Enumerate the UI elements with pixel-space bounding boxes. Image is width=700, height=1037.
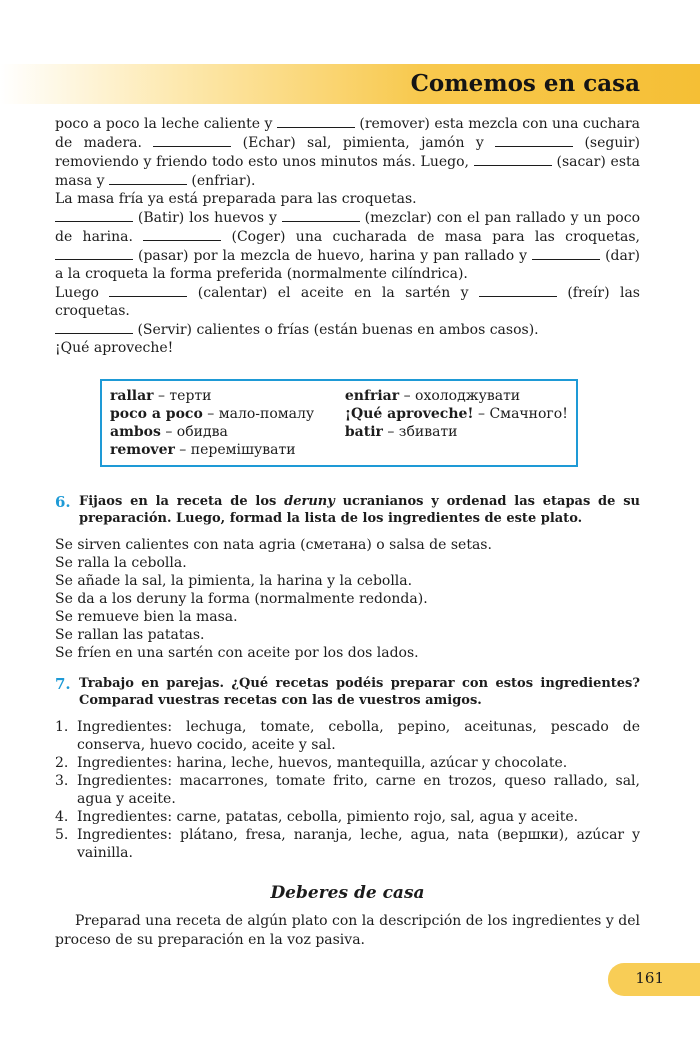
task-number: 6. bbox=[55, 493, 71, 511]
text: deruny bbox=[284, 494, 335, 509]
item-number: 5. bbox=[55, 827, 69, 843]
homework-title: Deberes de casa bbox=[270, 883, 425, 903]
item-number: 4. bbox=[55, 809, 69, 825]
list-item bbox=[55, 808, 640, 826]
vocab-term: remover bbox=[110, 442, 175, 458]
vocab-definition: – Смачного! bbox=[473, 406, 568, 422]
text: ucranianos y ordenad las etapas de su preparación. Luego, formad la lista de los ingredientes de este plato. bbox=[79, 494, 640, 526]
page-number: 161 bbox=[635, 969, 664, 987]
vocab-entry bbox=[110, 387, 345, 405]
text: (freír) las croquetas. bbox=[55, 285, 640, 319]
list-item bbox=[55, 754, 640, 772]
vocab-entry bbox=[110, 423, 345, 441]
fill-blank[interactable] bbox=[55, 208, 133, 222]
text: (dar) a la croqueta la forma preferida (normalmente cilíndrica). bbox=[55, 248, 641, 282]
vocab-entry bbox=[345, 387, 568, 405]
item-number: 2. bbox=[55, 755, 69, 771]
text: Fijaos en la receta de los bbox=[79, 494, 285, 509]
item-text: Ingredientes: carne, patatas, cebolla, pimiento rojo, sal, agua y aceite. bbox=[77, 809, 579, 825]
task-7-list bbox=[55, 718, 640, 862]
vocab-entry bbox=[345, 405, 568, 423]
vocab-term: poco a poco bbox=[110, 406, 203, 422]
recipe-paragraph-2: La masa fría ya está preparada para las croquetas. bbox=[55, 191, 417, 207]
item-number: 3. bbox=[55, 773, 69, 789]
item-text: Ingredientes: macarrones, tomate frito, carne en trozos, queso rallado, sal, agua y aceite. bbox=[77, 773, 640, 807]
vocab-term: batir bbox=[344, 424, 383, 440]
fill-blank[interactable] bbox=[282, 208, 360, 222]
list-item: Se añade la sal, la pimienta, la harina y la cebolla. bbox=[55, 573, 413, 589]
text: (Batir) los huevos y bbox=[133, 210, 282, 226]
vocab-definition: – перемішувати bbox=[174, 442, 296, 458]
fill-blank[interactable] bbox=[474, 152, 552, 166]
fill-blank[interactable] bbox=[479, 283, 557, 297]
item-number: 1. bbox=[55, 719, 69, 735]
vocabulary-box bbox=[100, 379, 578, 467]
vocab-entry bbox=[110, 441, 345, 459]
vocab-definition: – терти bbox=[153, 388, 212, 404]
text: (mezclar) con el pan rallado y un poco de harina. bbox=[55, 210, 640, 245]
text: (seguir) removiendo y friendo todo esto unos minutos más. Luego, bbox=[55, 135, 640, 170]
task-6-lines bbox=[55, 536, 640, 662]
text: (Echar) sal, pimienta, jamón y bbox=[231, 135, 496, 151]
list-item: Se ralla la cebolla. bbox=[55, 555, 187, 571]
page-title: Comemos en casa bbox=[410, 70, 640, 97]
item-text: Ingredientes: harina, leche, huevos, mantequilla, azúcar y chocolate. bbox=[77, 755, 568, 771]
vocab-entry bbox=[110, 405, 345, 423]
fill-blank[interactable] bbox=[55, 246, 133, 260]
vocab-definition: – охолоджувати bbox=[399, 388, 521, 404]
fill-blank[interactable] bbox=[277, 114, 355, 128]
text: (remover) esta mezcla con una cuchara de madera. bbox=[55, 116, 640, 151]
list-item: Se sirven calientes con nata agria (сметана) o salsa de setas. bbox=[55, 537, 492, 553]
item-text: Ingredientes: plátano, fresa, naranja, leche, agua, nata (вершки), azúcar y vainilla. bbox=[77, 827, 640, 861]
list-item bbox=[55, 718, 640, 754]
recipe-paragraph-3 bbox=[55, 208, 640, 283]
task-instruction: Trabajo en parejas. ¿Qué recetas podéis preparar con estos ingredientes? Comparad vuestras recetas con las de vuestros amigos. bbox=[79, 676, 640, 708]
vocab-term: enfriar bbox=[344, 388, 400, 404]
list-item: Se da a los deruny la forma (normalmente redonda). bbox=[55, 591, 428, 607]
list-item bbox=[55, 826, 640, 862]
vocabulary-column-2 bbox=[345, 387, 568, 459]
text: (sacar) esta masa y bbox=[55, 154, 640, 189]
fill-blank[interactable] bbox=[109, 171, 187, 185]
recipe-paragraph-5 bbox=[55, 320, 640, 339]
item-text: Ingredientes: lechuga, tomate, cebolla, pepino, aceitunas, pescado de conserva, huevo cocido, aceite y sal. bbox=[77, 719, 640, 753]
list-item bbox=[55, 772, 640, 808]
text: (pasar) por la mezcla de huevo, harina y pan rallado y bbox=[133, 248, 533, 264]
homework-text: Preparad una receta de algún plato con la descripción de los ingredientes y del proceso de su preparación en la voz pasiva. bbox=[55, 913, 640, 948]
recipe-paragraph-6: ¡Qué aproveche! bbox=[55, 340, 174, 356]
page-content bbox=[55, 114, 640, 950]
vocab-definition: – збивати bbox=[382, 424, 458, 440]
vocab-definition: – мало-помалу bbox=[202, 406, 315, 422]
text: (calentar) el aceite en la sartén y bbox=[187, 285, 479, 301]
fill-blank[interactable] bbox=[55, 320, 133, 334]
task-7 bbox=[55, 675, 640, 709]
task-6 bbox=[55, 493, 640, 527]
vocab-entry bbox=[345, 423, 568, 441]
text: (Servir) calientes o frías (están buenas en ambos casos). bbox=[133, 322, 539, 338]
list-item: Se remueve bien la masa. bbox=[55, 609, 238, 625]
vocab-term: ¡Qué aproveche! bbox=[344, 406, 474, 422]
text: poco a poco la leche caliente y bbox=[55, 116, 277, 132]
task-instruction bbox=[79, 493, 640, 527]
text: Luego bbox=[55, 285, 110, 301]
recipe-paragraph-1 bbox=[55, 114, 640, 190]
fill-blank[interactable] bbox=[532, 246, 600, 260]
vocabulary-column-1 bbox=[110, 387, 345, 459]
text: (enfriar). bbox=[186, 173, 256, 189]
fill-blank[interactable] bbox=[143, 227, 221, 241]
fill-blank[interactable] bbox=[495, 133, 573, 147]
text: (Coger) una cucharada de masa para las croquetas, bbox=[221, 229, 640, 245]
fill-blank[interactable] bbox=[153, 133, 231, 147]
fill-blank[interactable] bbox=[109, 283, 187, 297]
vocab-definition: – обидва bbox=[160, 424, 228, 440]
vocab-term: rallar bbox=[110, 388, 154, 404]
vocab-term: ambos bbox=[110, 424, 161, 440]
list-item: Se rallan las patatas. bbox=[55, 627, 205, 643]
list-item: Se fríen en una sartén con aceite por los dos lados. bbox=[55, 645, 419, 661]
recipe-paragraph-4 bbox=[55, 283, 640, 320]
task-number: 7. bbox=[55, 675, 71, 693]
